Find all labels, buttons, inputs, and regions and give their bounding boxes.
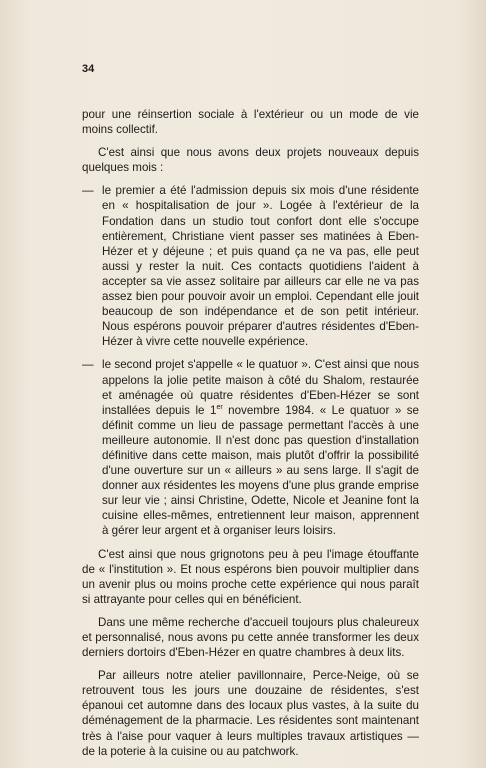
paragraph-1: pour une réinsertion sociale à l'extérieur ou un mode de vie moins collectif.	[82, 108, 419, 137]
page-number: 34	[82, 63, 95, 75]
list-item-text: le premier a été l'admission depuis six mois d'une résidente en « hospitalisation de jour ». Logée à l'extérieur de la Fondation dans un studio tout confort dont elle s'occupe entièrement, Christiane vient passer ses matinées à Eben-Hézer et y déjeune ; et puis quand ça ne va pas, elle peut aussi y rester la nuit. Ces contacts quotidiens l'aident à accepter sa vie assez solitaire par ailleurs car elle ne va pas assez bien pour pouvoir avoir un emploi. Cependant elle jouit beaucoup de son indépendance et de son petit intérieur. Nous espérons pouvoir préparer d'autres résidentes d'Eben-Hézer à vivre cette nouvelle expérience.	[102, 184, 419, 349]
paragraph-3: C'est ainsi que nous grignotons peu à peu l'image étouffante de « l'institution ». Et nous espérons bien pouvoir multiplier dans un avenir plus ou moins proche cette expérience qui nous paraît si attrayante pour celles qui en bénéficient.	[82, 547, 419, 606]
dash-marker: —	[82, 358, 94, 372]
text-segment: novembre 1984. « Le quatuor » se définit comme un lieu de passage permettant l'accès à une meilleure autonomie. Il n'est donc pas question d'installation définitive dans cette maison, mais plutôt d'offrir la possibilité d'une ouverture sur un « ailleurs » au sens large. Il s'agit de donner aux résidentes les moyens d'une plus grande emprise sur leur vie ; ainsi Christine, Odette, Nicole et Jeanine font la cuisine elles-mêmes, entretiennent leur maison, apprennent à gérer leur argent et à organiser leurs loisirs.	[102, 403, 419, 538]
list-item-text	[102, 357, 419, 538]
paragraph-5: Par ailleurs notre atelier pavillonnaire, Perce-Neige, où se retrouvent tous les jours une douzaine de résidentes, s'est épanoui cet automne dans des locaux plus vastes, à la suite du déménagement de la pharmacie. Les résidentes sont maintenant très à l'aise pour vaquer à leurs multiples travaux artistiques — de la poterie à la cuisine ou au patchwork.	[82, 669, 419, 758]
paragraph-2: C'est ainsi que nous avons deux projets nouveaux depuis quelques mois :	[82, 146, 419, 175]
body-text	[82, 107, 419, 767]
paragraph-4: Dans une même recherche d'accueil toujours plus chaleureux et personnalisé, nous avons pu cette année transformer les deux derniers dortoirs d'Eben-Hézer en quatre chambres à deux lits.	[82, 615, 419, 660]
list-item-second-project	[82, 357, 419, 538]
text-segment: le second projet s'appelle « le quatuor ». C'est ainsi que nous appelons la jolie petite maison à côté du Shalom, restaurée et aménagée où quatre résidentes d'Eben-Hézer se sont installées depuis le 1	[102, 358, 419, 417]
dash-marker: —	[82, 184, 94, 198]
list-item-first-project	[82, 183, 419, 349]
superscript: er	[216, 403, 223, 411]
